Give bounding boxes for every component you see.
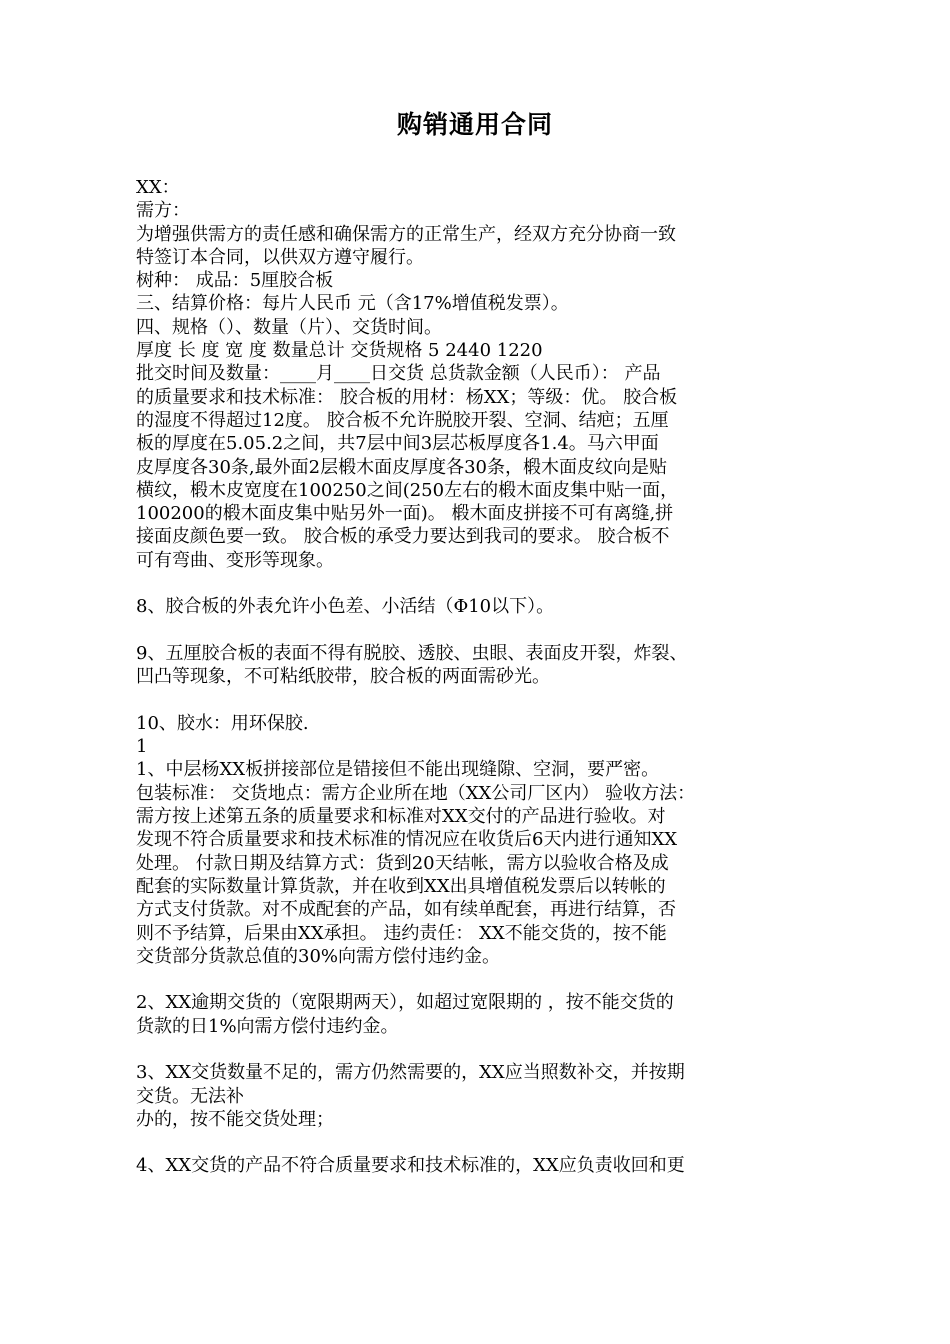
text-line: 厚度 长 度 宽 度 数量总计 交货规格 5 2440 1220 (136, 340, 543, 362)
text-line: 为增强供需方的责任感和确保需方的正常生产，经双方充分协商一致 (136, 223, 676, 245)
text-line: 三、结算价格：每片人民币 元（含17%增值税发票）。 (136, 293, 569, 315)
text-line: 的质量要求和技术标准： 胶合板的用材：杨XX；等级：优。 胶合板 (136, 386, 678, 408)
document-title: 购销通用合同 (396, 110, 553, 139)
text-line: XX： (136, 177, 180, 198)
blank-line (136, 968, 826, 991)
text-line: 树种： 成品：5厘胶合板 (136, 270, 334, 292)
text-line: 横纹，椴木皮宽度在100250之间(250左右的椴木面皮集中贴一面， (136, 479, 679, 501)
text-line: 8、胶合板的外表允许小色差、小活结（Φ10以下）。 (136, 596, 555, 618)
text-line: 1、中层杨XX板拼接部位是错接但不能出现缝隙、空洞，要严密。 (136, 759, 660, 781)
text-line: 2、XX逾期交货的（宽限期两天），如超过宽限期的 ，按不能交货的 (136, 992, 674, 1014)
blank-line (136, 1038, 826, 1061)
text-line: 的湿度不得超过12度。 胶合板不允许脱胶开裂、空洞、结疤；五厘 (136, 409, 669, 431)
text-line: 4、XX交货的产品不符合质量要求和技术标准的，XX应负责收回和更 (136, 1155, 685, 1177)
text-line: 3、XX交货数量不足的，需方仍然需要的，XX应当照数补交，并按期 (136, 1062, 685, 1084)
text-line: 则不予结算，后果由XX承担。 违约责任： XX不能交货的，按不能 (136, 922, 667, 944)
text-line: 9、五厘胶合板的表面不得有脱胶、透胶、虫眼、表面皮开裂，炸裂、 (136, 642, 688, 664)
text-line: 办的，按不能交货处理； (136, 1108, 334, 1130)
document-body (136, 176, 826, 1178)
text-line: 处理。 付款日期及结算方式：货到20天结帐，需方以验收合格及成 (136, 852, 669, 874)
blank-line (136, 1131, 826, 1154)
blank-line (136, 572, 826, 595)
text-line: 皮厚度各30条,最外面2层椴木面皮厚度各30条，椴木面皮纹向是贴 (136, 456, 667, 478)
text-line: 交货部分货款总值的30%向需方偿付违约金。 (136, 945, 501, 967)
blank-line (136, 689, 826, 712)
text-line: 需方： (136, 200, 190, 222)
text-line: 1 (136, 736, 148, 758)
text-line: 可有弯曲、变形等现象。 (136, 549, 334, 571)
text-line: 配套的实际数量计算货款，并在收到XX出具增值税发票后以转帐的 (136, 875, 666, 897)
text-line: 批交时间及数量：____月____日交货 总货款金额（人民币）： 产品 (136, 363, 661, 385)
text-line: 交货。无法补 (136, 1085, 244, 1107)
text-line: 10、胶水：用环保胶. (136, 712, 309, 734)
text-line: 发现不符合质量要求和技术标准的情况应在收货后6天内进行通知XX (136, 829, 678, 851)
text-line: 需方按上述第五条的质量要求和标准对XX交付的产品进行验收。对 (136, 806, 666, 828)
text-line: 包装标准： 交货地点：需方企业所在地（XX公司厂区内） 验收方法： (136, 782, 696, 804)
text-line: 货款的日1%向需方偿付违约金。 (136, 1015, 399, 1037)
text-line: 凹凸等现象，不可粘纸胶带，胶合板的两面需砂光。 (136, 666, 550, 688)
text-line: 接面皮颜色要一致。 胶合板的承受力要达到我司的要求。 胶合板不 (136, 526, 670, 548)
text-line: 方式支付货款。对不成配套的产品，如有续单配套，再进行结算，否 (136, 899, 676, 921)
text-line: 特签订本合同，以供双方遵守履行。 (136, 246, 424, 268)
blank-line (136, 619, 826, 642)
text-line: 100200的椴木面皮集中贴另外一面)。 椴木面皮拼接不可有离缝,拼 (136, 503, 674, 525)
text-line: 四、规格（）、数量（片）、交货时间。 (136, 316, 442, 338)
text-line: 板的厚度在5.05.2之间，共7层中间3层芯板厚度各1.4。马六甲面 (136, 433, 659, 455)
